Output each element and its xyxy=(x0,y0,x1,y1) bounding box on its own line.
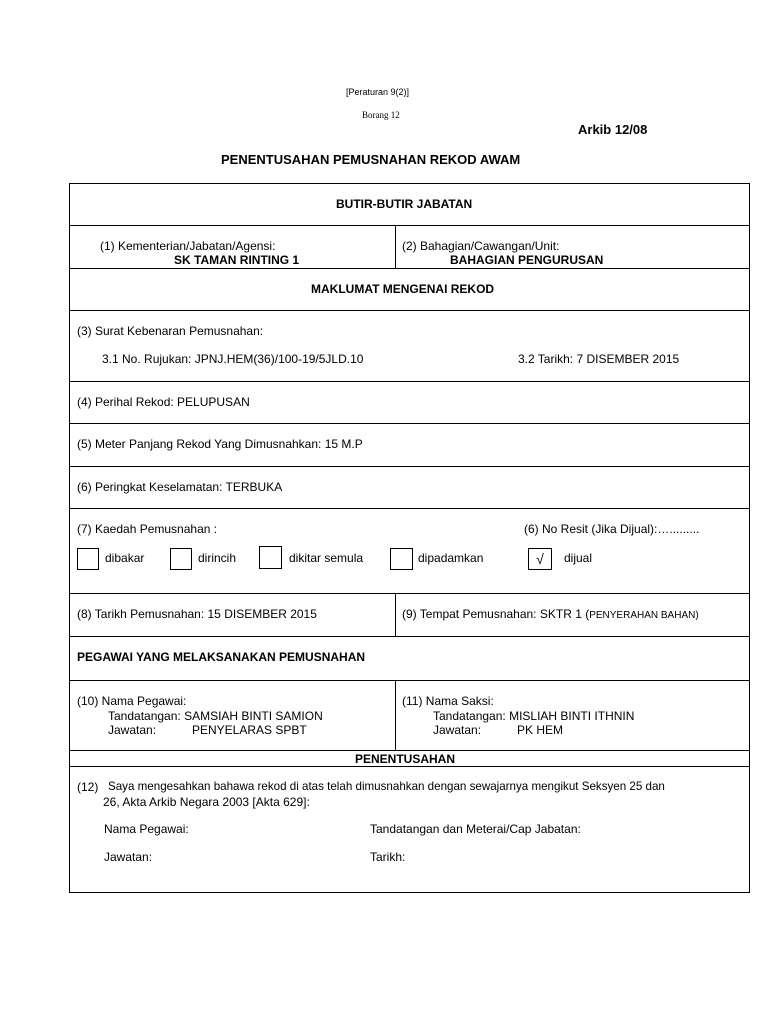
method-label: (7) Kaedah Pemusnahan : xyxy=(77,522,218,536)
witness-post-label: Jawatan: xyxy=(433,723,482,737)
dept-heading: BUTIR-BUTIR JABATAN xyxy=(336,197,473,211)
regulation-ref: [Peraturan 9(2)] xyxy=(346,87,410,97)
statement-number: (12) xyxy=(77,780,99,794)
reference-number: 3.1 No. Rujukan: JPNJ.HEM(36)/100-19/5JLD.10 xyxy=(102,352,364,366)
ministry-value: SK TAMAN RINTING 1 xyxy=(174,253,300,267)
officer-heading: PEGAWAI YANG MELAKSANAKAN PEMUSNAHAN xyxy=(77,650,366,664)
check-mark-icon: √ xyxy=(536,551,544,567)
method-dirincih-label: dirincih xyxy=(198,551,237,565)
officer-post-label: Jawatan: xyxy=(108,723,157,737)
destruction-date: (8) Tarikh Pemusnahan: 15 DISEMBER 2015 xyxy=(77,607,317,621)
record-subject: (4) Perihal Rekod: PELUPUSAN xyxy=(77,395,250,409)
division-label: (2) Bahagian/Cawangan/Unit: xyxy=(402,239,560,253)
witness-signature: Tandatangan: MISLIAH BINTI ITHNIN xyxy=(433,709,635,723)
method-dipadamkan-label: dipadamkan xyxy=(418,551,484,565)
destruction-place-main: (9) Tempat Pemusnahan: SKTR 1 ( xyxy=(402,607,590,621)
checkbox-dikitar-semula[interactable] xyxy=(259,546,282,569)
permit-date: 3.2 Tarikh: 7 DISEMBER 2015 xyxy=(518,352,680,366)
witness-post: PK HEM xyxy=(517,723,564,737)
archive-ref: Arkib 12/08 xyxy=(578,122,648,137)
officer-name-label: (10) Nama Pegawai: xyxy=(77,694,187,708)
record-length: (5) Meter Panjang Rekod Yang Dimusnahkan: 15 M.P xyxy=(77,437,363,451)
checkbox-dirincih[interactable] xyxy=(170,548,192,570)
checkbox-dijual[interactable] xyxy=(528,548,552,570)
officer-post: PENYELARAS SPBT xyxy=(192,723,307,737)
checkbox-dipadamkan[interactable] xyxy=(390,548,413,570)
verification-heading: PENENTUSAHAN xyxy=(355,752,456,766)
officer-signature: Tandatangan: SAMSIAH BINTI SAMION xyxy=(108,709,323,723)
witness-name-label: (11) Nama Saksi: xyxy=(402,694,494,708)
permit-label: (3) Surat Kebenaran Pemusnahan: xyxy=(77,324,264,338)
statement-line-1: Saya mengesahkan bahawa rekod di atas telah dimusnahkan dengan sewajarnya mengikut Seksyen 25 dan xyxy=(108,780,665,793)
destruction-place-detail: PENYERAHAN BAHAN) xyxy=(589,610,699,621)
destruction-place xyxy=(402,607,699,621)
method-dikitar-semula-label: dikitar semula xyxy=(289,551,364,565)
division-value: BAHAGIAN PENGURUSAN xyxy=(450,253,604,267)
receipt-number: (6) No Resit (Jika Dijual):…......... xyxy=(524,522,700,536)
page-title: PENENTUSAHAN PEMUSNAHAN REKOD AWAM xyxy=(221,152,521,167)
method-dijual-label: dijual xyxy=(564,551,593,565)
verify-sign-label: Tandatangan dan Meterai/Cap Jabatan: xyxy=(370,822,581,836)
verify-date-label: Tarikh: xyxy=(370,850,406,864)
verify-name-label: Nama Pegawai: xyxy=(104,822,189,836)
form-number: Borang 12 xyxy=(362,110,400,120)
record-heading: MAKLUMAT MENGENAI REKOD xyxy=(311,282,495,296)
method-dibakar-label: dibakar xyxy=(105,551,145,565)
statement-line-2: 26, Akta Arkib Negara 2003 [Akta 629]: xyxy=(103,795,310,809)
security-level: (6) Peringkat Keselamatan: TERBUKA xyxy=(77,480,283,494)
verify-post-label: Jawatan: xyxy=(104,850,153,864)
ministry-label: (1) Kementerian/Jabatan/Agensi: xyxy=(100,239,276,253)
checkbox-dibakar[interactable] xyxy=(77,548,99,570)
